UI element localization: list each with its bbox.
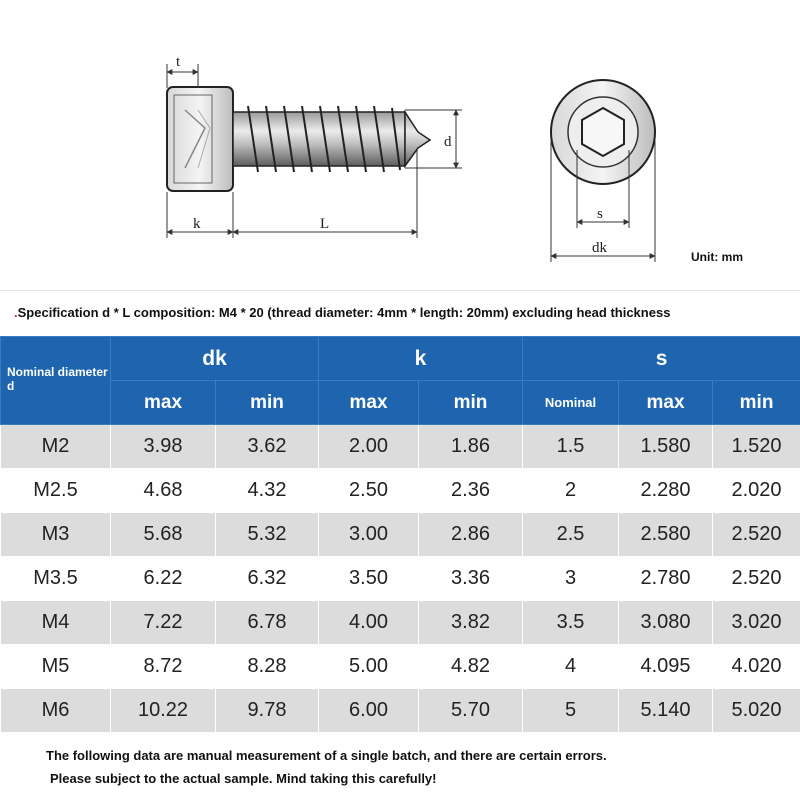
- dim-label-dk: dk: [592, 240, 607, 256]
- cell-s-min: 2.020: [713, 469, 800, 513]
- header-k-min: min: [419, 381, 523, 425]
- cell-s-min: 2.520: [713, 557, 800, 601]
- cell-dk-max: 4.68: [111, 469, 216, 513]
- cell-s-max: 2.580: [619, 513, 713, 557]
- cell-size: M4: [1, 601, 111, 645]
- table-row: [1, 425, 800, 469]
- cell-k-min: 4.82: [419, 645, 523, 689]
- cell-k-max: 3.50: [319, 557, 419, 601]
- cell-dk-max: 3.98: [111, 425, 216, 469]
- cell-dk-min: 6.32: [216, 557, 319, 601]
- table-row: [1, 557, 800, 601]
- cell-size: M5: [1, 645, 111, 689]
- cell-s-nominal: 3.5: [523, 601, 619, 645]
- specification-text: Specification d * L composition: M4 * 20 (thread diameter: 4mm * length: 20mm) excluding head thickness: [17, 305, 671, 320]
- header-dk: dk: [111, 337, 319, 381]
- cell-s-max: 5.140: [619, 689, 713, 733]
- cell-dk-max: 7.22: [111, 601, 216, 645]
- cell-size: M3: [1, 513, 111, 557]
- cell-k-max: 5.00: [319, 645, 419, 689]
- cell-s-nominal: 5: [523, 689, 619, 733]
- header-dk-max: max: [111, 381, 216, 425]
- cell-k-min: 2.86: [419, 513, 523, 557]
- header-s-max: max: [619, 381, 713, 425]
- cell-s-max: 1.580: [619, 425, 713, 469]
- cell-dk-min: 5.32: [216, 513, 319, 557]
- cell-dk-min: 9.78: [216, 689, 319, 733]
- red-dot: .: [14, 305, 18, 320]
- cell-s-max: 2.780: [619, 557, 713, 601]
- cell-k-max: 4.00: [319, 601, 419, 645]
- note-measurement: The following data are manual measurement of a single batch, and there are certain errors.: [46, 748, 607, 763]
- cell-s-max: 2.280: [619, 469, 713, 513]
- screw-head-side: [167, 87, 233, 191]
- cell-s-min: 5.020: [713, 689, 800, 733]
- cell-dk-max: 6.22: [111, 557, 216, 601]
- dim-label-d: d: [444, 134, 452, 150]
- cell-dk-min: 3.62: [216, 425, 319, 469]
- header-s-min: min: [713, 381, 800, 425]
- cell-k-max: 6.00: [319, 689, 419, 733]
- screw-technical-drawing: [0, 0, 800, 290]
- table-row: [1, 513, 800, 557]
- cell-s-nominal: 1.5: [523, 425, 619, 469]
- cell-s-max: 4.095: [619, 645, 713, 689]
- unit-label: Unit: mm: [691, 250, 743, 264]
- table-row: [1, 469, 800, 513]
- screw-head-top-view: [551, 80, 655, 184]
- header-k-max: max: [319, 381, 419, 425]
- cell-k-max: 2.00: [319, 425, 419, 469]
- cell-k-min: 1.86: [419, 425, 523, 469]
- table-row: [1, 601, 800, 645]
- table-row: [1, 689, 800, 733]
- cell-dk-min: 8.28: [216, 645, 319, 689]
- cell-k-max: 2.50: [319, 469, 419, 513]
- cell-dk-min: 6.78: [216, 601, 319, 645]
- cell-s-min: 2.520: [713, 513, 800, 557]
- cell-size: M6: [1, 689, 111, 733]
- dim-label-L: L: [320, 216, 330, 232]
- cell-s-nominal: 2.5: [523, 513, 619, 557]
- cell-k-min: 3.36: [419, 557, 523, 601]
- cell-size: M2.5: [1, 469, 111, 513]
- cell-s-nominal: 2: [523, 469, 619, 513]
- cell-dk-min: 4.32: [216, 469, 319, 513]
- cell-s-min: 3.020: [713, 601, 800, 645]
- dim-label-k: k: [193, 216, 201, 232]
- cell-dk-max: 5.68: [111, 513, 216, 557]
- screw-shank-side: [233, 106, 430, 172]
- header-s-nominal: Nominal: [523, 381, 619, 425]
- specification-line: [14, 305, 670, 320]
- cell-k-min: 3.82: [419, 601, 523, 645]
- table-row: [1, 645, 800, 689]
- header-dk-min: min: [216, 381, 319, 425]
- header-k: k: [319, 337, 523, 381]
- cell-k-min: 5.70: [419, 689, 523, 733]
- note-sample: Please subject to the actual sample. Mind taking this carefully!: [50, 771, 437, 786]
- cell-s-min: 4.020: [713, 645, 800, 689]
- cell-k-min: 2.36: [419, 469, 523, 513]
- dim-label-s: s: [597, 206, 603, 222]
- divider: [0, 290, 800, 291]
- cell-k-max: 3.00: [319, 513, 419, 557]
- cell-s-max: 3.080: [619, 601, 713, 645]
- cell-size: M3.5: [1, 557, 111, 601]
- cell-s-nominal: 4: [523, 645, 619, 689]
- spec-table: [0, 336, 800, 733]
- header-nominal-diameter: Nominal diameter d: [1, 337, 111, 425]
- dim-label-t: t: [176, 54, 181, 70]
- cell-dk-max: 10.22: [111, 689, 216, 733]
- cell-s-nominal: 3: [523, 557, 619, 601]
- cell-size: M2: [1, 425, 111, 469]
- cell-s-min: 1.520: [713, 425, 800, 469]
- header-s: s: [523, 337, 800, 381]
- cell-dk-max: 8.72: [111, 645, 216, 689]
